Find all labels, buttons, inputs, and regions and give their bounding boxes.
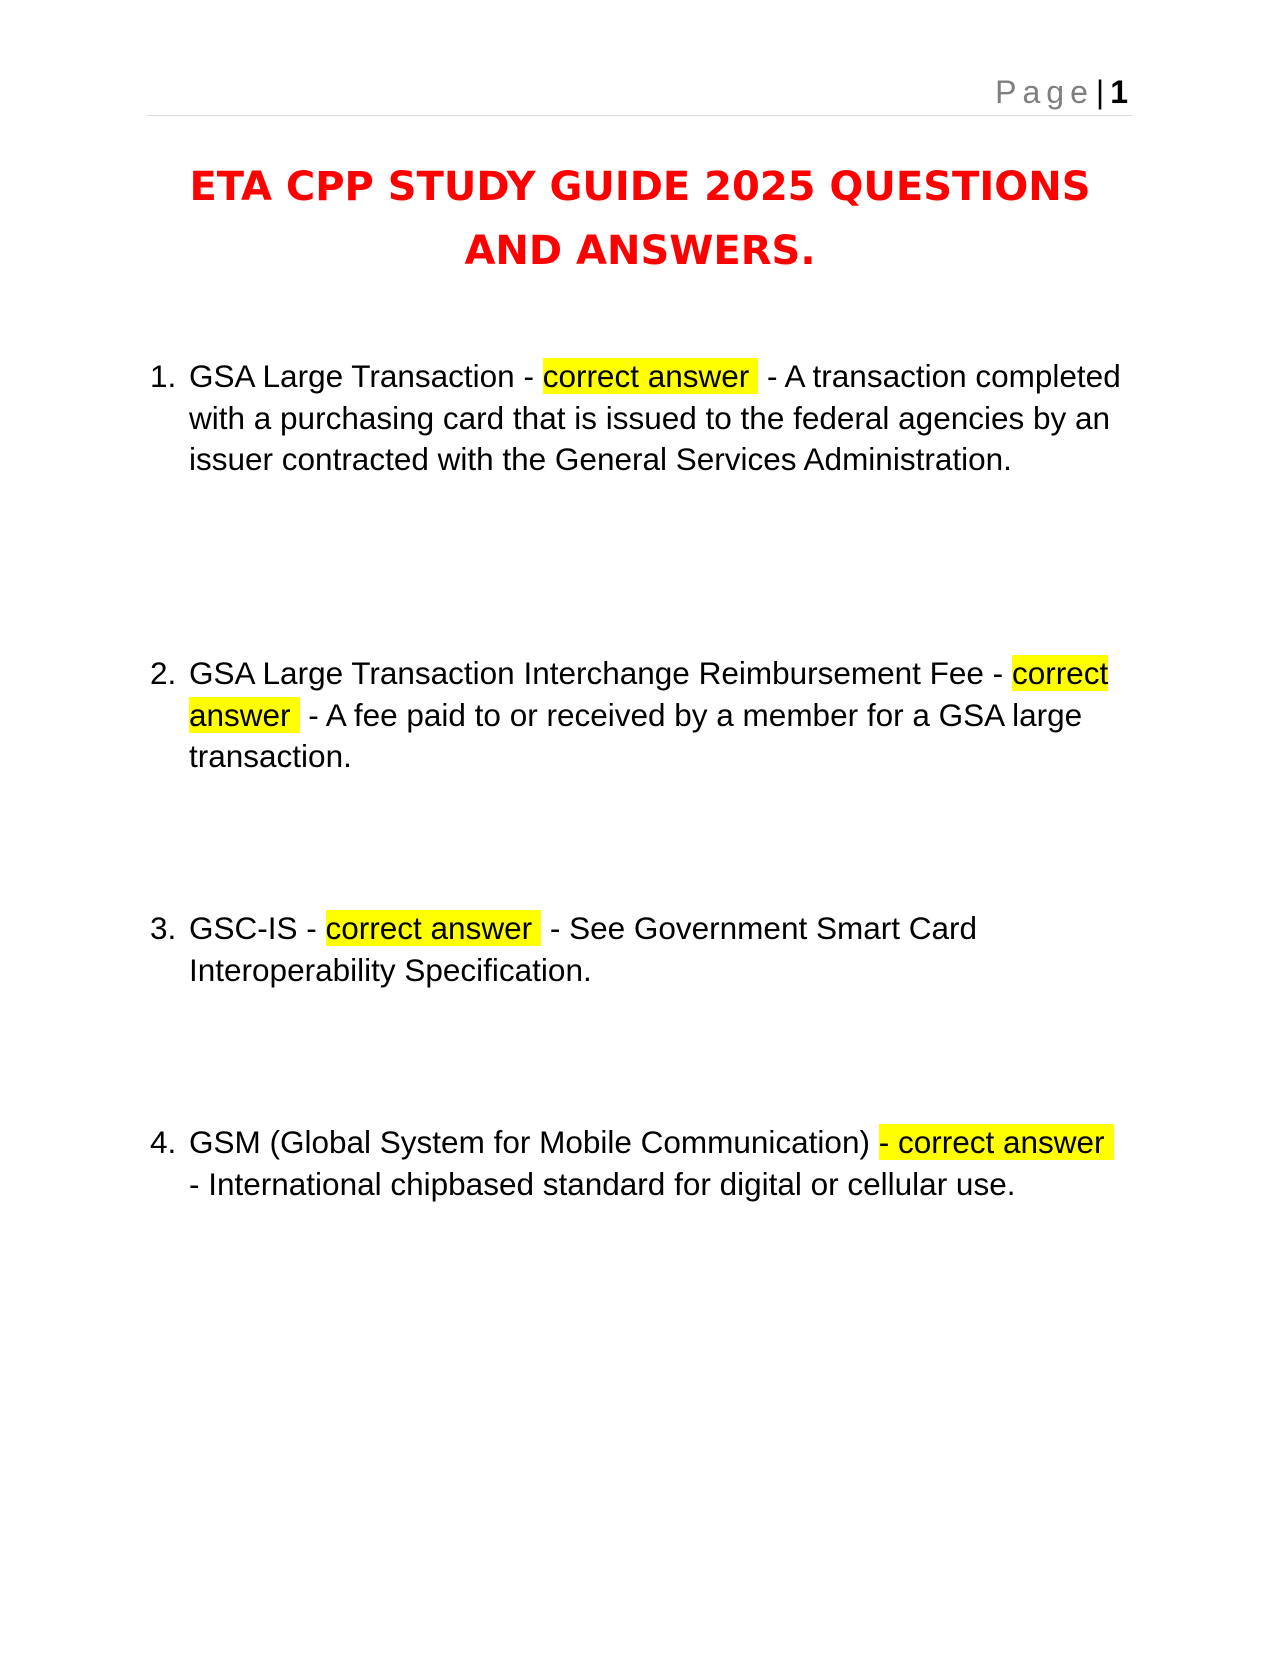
question-definition: - A transaction completed with a purchasing card that is issued to the federal agencies by an issuer contracted with the General Services Administration.: [189, 358, 1121, 477]
question-term: GSM (Global System for Mobile Communication): [189, 1124, 879, 1160]
question-term: GSA Large Transaction -: [189, 358, 543, 394]
question-item: [150, 356, 1130, 481]
answer-highlight: correct answer: [326, 910, 542, 946]
answer-highlight: correct answer: [189, 655, 1109, 733]
question-number: 1.: [150, 358, 177, 394]
question-number: 3.: [150, 910, 177, 946]
page-separator: |: [1095, 74, 1105, 110]
page-number-label: [995, 76, 1128, 108]
page-word: Page: [995, 74, 1094, 110]
question-definition: - A fee paid to or received by a member for a GSA large transaction.: [189, 696, 1083, 774]
question-definition: - International chipbased standard for digital or cellular use.: [189, 1165, 1016, 1202]
page-digit: 1: [1110, 74, 1128, 110]
question-item: [150, 908, 1130, 991]
question-term: GSC-IS -: [189, 910, 326, 946]
title-line-1: ETA CPP STUDY GUIDE 2025 QUESTIONS: [189, 164, 1091, 210]
answer-highlight: - correct answer: [879, 1124, 1114, 1160]
answer-highlight: correct answer: [543, 358, 759, 394]
question-item: [150, 653, 1130, 778]
page-header: [147, 72, 1132, 116]
question-term: GSA Large Transaction Interchange Reimbursement Fee -: [189, 655, 1012, 691]
title-line-2: AND ANSWERS.: [464, 228, 816, 274]
question-definition: - See Government Smart Card Interoperability Specification.: [189, 910, 978, 988]
question-number: 2.: [150, 655, 177, 691]
question-number: 4.: [150, 1124, 177, 1160]
question-item: [150, 1122, 1130, 1205]
document-title: [140, 155, 1140, 283]
